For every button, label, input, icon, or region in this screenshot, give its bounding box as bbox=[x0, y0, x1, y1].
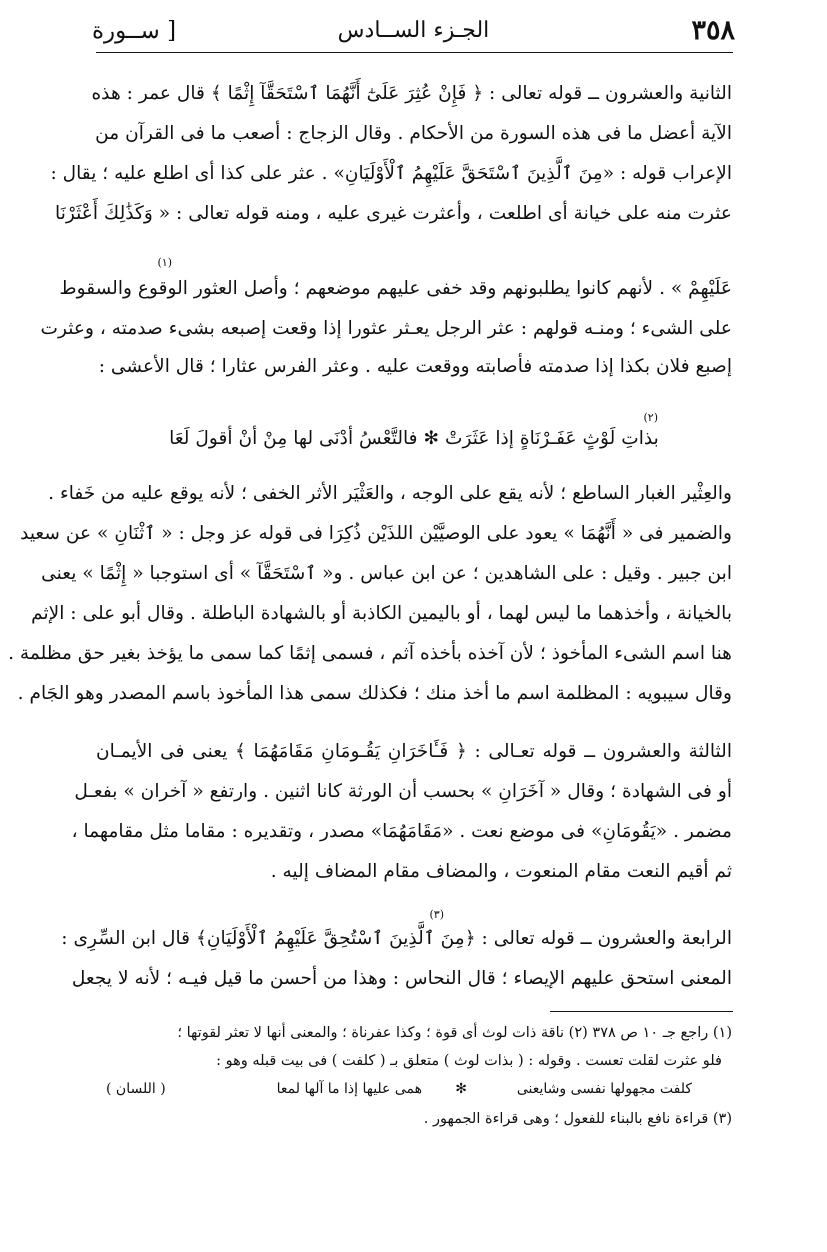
text-line-5: عَلَيْهِمْ » . لأنهم كانوا يطلبونهم وقد خفى عليهم موضعهم ؛ وأصل العثور الوقوع والسقوط bbox=[59, 278, 732, 299]
footnote-marker-2: (٢) bbox=[643, 411, 658, 424]
text-line-12: هنا اسم الشىء المأخوذ ؛ لأن آخذه بأخذه آثم ، فسمى إثمًا كما سمى ما يؤخذ بغير حق مظلمة . bbox=[8, 643, 732, 664]
text-line-17: ثم أقيم النعت مقام المنعوت ، والمضاف مقام المضاف إليه . bbox=[270, 861, 732, 882]
text-line-10: ابن جبير . وقيل : على الشاهدين ؛ عن ابن عباس . و« ٱسْتَحَقَّآ » أى استوجبا « إِثْمًا » يعنى bbox=[41, 563, 732, 584]
text-line-15: أو فى الشهادة ؛ وقال « آخَرَانِ » بحسب أن الورثة كانا اثنين . وارتفع « آخران » بفعـل bbox=[74, 781, 732, 802]
text-line-6: على الشىء ؛ ومنـه قولهم : عثر الرجل يعـثر عثورا إذا وقعت إصبعه بشىء صدمته ، وعثرت bbox=[40, 318, 732, 339]
text-line-8: والعِثْير الغبار الساطع ؛ لأنه يقع على الوجه ، والعَثْيَر الأثر الخفى ؛ لأنه يوقع عليه من خَفاء . bbox=[48, 483, 732, 504]
text-line-14: الثالثة والعشرون ــ قوله تعـالى : ﴿ فَـَٔاخَرَانِ يَقُـومَانِ مَقَامَهُمَا ﴾ يعنى فى الأيمـان bbox=[96, 741, 732, 762]
footnote-poem-hemistich-1: كلفت مجهولها نفسى وشايعنى bbox=[516, 1081, 692, 1097]
footnote-poem-source: ( اللسان ) bbox=[106, 1081, 166, 1097]
footnote-poem-hemistich-2: همى عليها إذا ما آلها لمعا bbox=[276, 1081, 422, 1097]
footnote-poem bbox=[96, 1074, 732, 1104]
text-line-1: الثانية والعشرون ــ قوله تعالى : ﴿ فَإِنْ عُثِرَ عَلَىٰٓ أَنَّهُمَا ٱسْتَحَقَّآ إِثْمًا ﴾ قال عمر : هذه bbox=[91, 83, 732, 104]
surah-label: [ ســورة bbox=[92, 18, 177, 44]
text-line-2: الآية أعضل ما فى هذه السورة من الأحكام . وقال الزجاج : أصعب ما فى القرآن من bbox=[95, 123, 732, 144]
text-line-9: والضمير فى « أَنَّهُمَا » يعود على الوصيَّيْن اللذَيْن ذُكِرَا فى قوله عز وجل : « ٱثْنَانِ » عن سعيد bbox=[20, 523, 732, 544]
part-title: الجـزء الســادس bbox=[337, 18, 490, 43]
text-line-4: عثرت منه على خيانة أى اطلعت ، وأعثرت غيرى عليه ، ومنه قوله تعالى : « وَكَذَٰلِكَ أَعْثَرْنَا bbox=[55, 203, 732, 224]
text-line-7: إصبع فلان بكذا إذا صدمته فأصابته ووقعت عليه . وعثر الفرس عثارا ؛ قال الأعشى : bbox=[98, 356, 732, 377]
header-rule bbox=[96, 52, 733, 53]
footnote-marker-1: (١) bbox=[157, 256, 172, 269]
footnote-marker-3: (٣) bbox=[429, 908, 444, 921]
poem-verse: بذاتِ لَوْثٍ عَفَـرْنَاةٍ إذا عَثَرَتْ ✻ فالتَّعْسُ أدْنَى لها مِنْ أنْ أقولَ لَعَا bbox=[169, 428, 659, 449]
text-line-16: مضمر . «يَقُومَانِ» فى موضع نعت . «مَقَامَهُمَا» مصدر ، وتقديره : مقاما مثل مقامهما ، bbox=[71, 821, 732, 842]
running-header bbox=[92, 14, 735, 48]
footnote-rule bbox=[550, 1011, 733, 1012]
text-line-13: وقال سيبويه : المظلمة اسم ما أخذ منك ؛ فكذلك سمى هذا المأخوذ باسم المصدر وهو الجَام . bbox=[17, 683, 732, 704]
text-line-18: الرابعة والعشرون ــ قوله تعالى : ﴿مِنَ ٱلَّذِينَ ٱسْتُحِقَّ عَلَيْهِمُ ٱلْأَوْلَيَانِ﴾ قال ابن السِّرِى : bbox=[61, 928, 732, 949]
text-line-3: الإعراب قوله : «مِنَ ٱلَّذِينَ ٱسْتَحَقَّ عَلَيْهِمُ ٱلْأَوْلَيَانِ» . عثر على كذا أى اطلع عليه ؛ يقال : bbox=[50, 163, 732, 184]
footnote-line-1: (١) راجع جـ ١٠ ص ٣٧٨ (٢) ناقة ذات لوث أى قوة ؛ وكذا عفرناة ؛ والمعنى أنها لا تعثر لقوتها ؛ bbox=[177, 1025, 732, 1041]
footnote-poem-separator: ✻ bbox=[455, 1081, 467, 1097]
text-line-19: المعنى استحق عليهم الإيصاء ؛ قال النحاس : وهذا من أحسن ما قيل فيـه ؛ لأنه لا يجعل bbox=[71, 968, 732, 989]
footnote-line-3: (٣) قراءة نافع بالبناء للفعول ؛ وهى قراءة الجمهور . bbox=[423, 1111, 732, 1127]
text-line-11: بالخيانة ، وأخذهما ما ليس لهما ، أو باليمين الكاذبة أو بالشهادة الباطلة . وقال أبو على : الإثم bbox=[31, 603, 732, 624]
footnote-line-2: فلو عثرت لقلت تعست . وقوله : ( بذات لوث ) متعلق بـ ( كلفت ) فى بيت قبله وهو : bbox=[216, 1053, 722, 1069]
page-number: ٣٥٨ bbox=[691, 15, 735, 46]
